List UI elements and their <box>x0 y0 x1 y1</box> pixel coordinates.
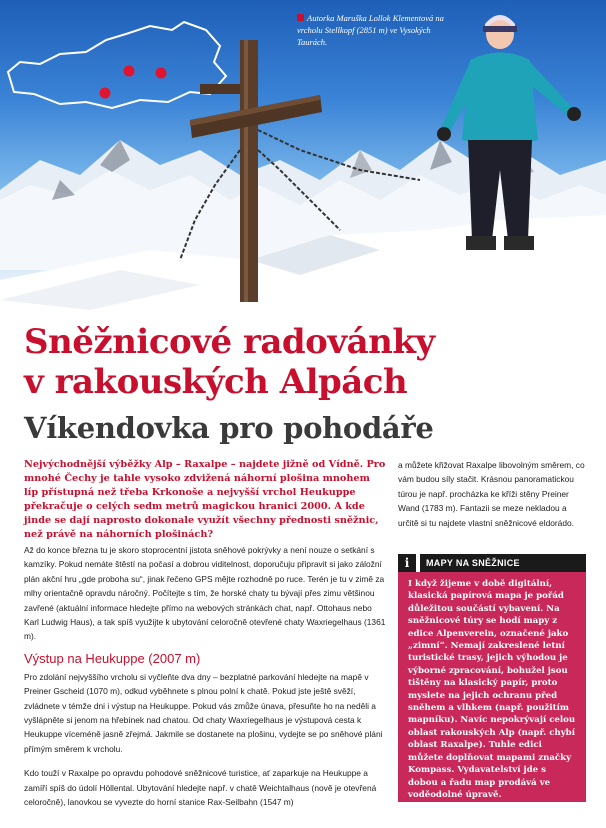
photo-caption <box>297 12 447 48</box>
right-column <box>398 458 586 530</box>
info-box <box>398 572 586 802</box>
body-paragraph: Kdo touží v Raxalpe po opravdu pohodové sněžnicové turistice, ať zaparkuje na Heukuppe a zamíří spíš do údolí Höllental. Ubytování hledejte např. v chatě Weichtalhaus (nově je otevřená celoročně), lanovkou se vyvezte do horní stanice Rax-Seilbahn (1547 m) <box>24 768 377 808</box>
caption-square-icon <box>297 14 304 21</box>
austria-map-outline <box>8 22 226 108</box>
hero-photo <box>0 0 606 330</box>
section-heading: Výstup na Heukuppe (2007 m) <box>24 650 201 666</box>
left-column <box>24 458 386 810</box>
body-paragraph: Až do konce března tu je skoro stoprocentní jistota sněhové pokrývky a není nouze o setkání s kamzíky. Pokud nemáte štěstí na počasí a dobrou viditelnost, doporučuju připravit si jako záložní plán akční hru „gde proboha su“, jinak řečeno GPS mějte rozhodně po ruce. Terén je tu v zimě za mlhy orientačně opravdu náročný. Počítejte s tím, že horské chaty tu bývají přes zimu většinou zavřené (aktuální informace hledejte přímo na webových stránkách chat, např. Ottohaus nebo Karl Ludwig Haus), a tak spíš využijte k ubytování celoročně otevřené chaty Waxriegelhaus (1361 m). <box>24 545 386 642</box>
title-line-1: Sněžnicové radovánky <box>24 322 435 362</box>
map-marker <box>124 66 135 77</box>
article-title <box>24 322 435 402</box>
info-box-label: MAPY NA SNĚŽNICE <box>420 554 586 572</box>
title-line-2: v rakouských Alpách <box>24 362 408 402</box>
info-icon: i <box>398 554 416 572</box>
map-marker <box>156 68 167 79</box>
body-paragraph: Pro zdolání nejvyššího vrcholu si vyčleňte dva dny – bezplatné parkování hledejte na mapě v Preiner Gscheid (1070 m), odkud vyběhnete s plnou polní k chatě. Pokud jste ještě svěží, zvládnete v témže dni i výstup na Heukuppe. Pokud vás zmůže únava, přesuňte ho na neděli a vyšlápněte si jenom na hřebínek nad chatou. Od chaty Waxriegelhaus je výstupová cesta k Heukuppe víceméně jasně zřejmá. Jakmile se dostanete na plošinu, vydejte se po sněhové pláni přímým směrem k vrcholu. <box>24 671 383 754</box>
info-box-text: I když žijeme v době digitální, klasická papírová mapa je pořád důležitou součástí vybavení. Na sněžnicové túry se hodí mapy z edice Alpenverein, označené jako „zimní“. Nemají zakreslené letní turistické trasy, jejich výhodou je výborné zpracování, bohužel jsou tištěny na klasický papír, proto myslete na jejich ochranu před sněhem a vlhkem (např. použitím mapníku). Navíc nepokrývají celou oblast rakouských Alp (např. chybí oblast Raxalpe). Tuhle edici můžete doplňovat mapami značky Kompass. Vydavatelství jde s dobou a řadu map prodává ve voděodolné úpravě. <box>408 579 576 800</box>
article-subtitle: Víkendovka pro pohodáře <box>24 411 434 445</box>
lead-paragraph: Nejvýchodnější výběžky Alp – Raxalpe – najdete jižně od Vídně. Pro mnohé Čechy je tahle vysoko zdvižená náhorní plošina mnohem líp přístupná než třeba Krkonoše a nejvyšší vrchol Heukuppe překračuje o celých sedm metrů magickou hranici 2000. A kde jinde se dají naprosto dokonale využít všechny přednosti sněžnic, než právě na náhorních plošinách? <box>24 459 386 540</box>
photo-caption-text: Autorka Maruška Lollok Klementová na vrcholu Stellkopf (2851 m) ve Vysokých Taurách. <box>297 13 444 47</box>
body-paragraph-continued: a můžete křižovat Raxalpe libovolným směrem, co vám budou síly stačit. Krásnou panoramatickou túrou je např. procházka ke kříži stěny Preiner Wand (1783 m). Fantazii se meze nekladou a určitě si tu najdete vlastní sněžnicové eldorádo. <box>398 460 585 528</box>
info-box-header <box>398 554 586 572</box>
map-marker <box>100 88 111 99</box>
mountain-summit-scene <box>0 0 606 330</box>
